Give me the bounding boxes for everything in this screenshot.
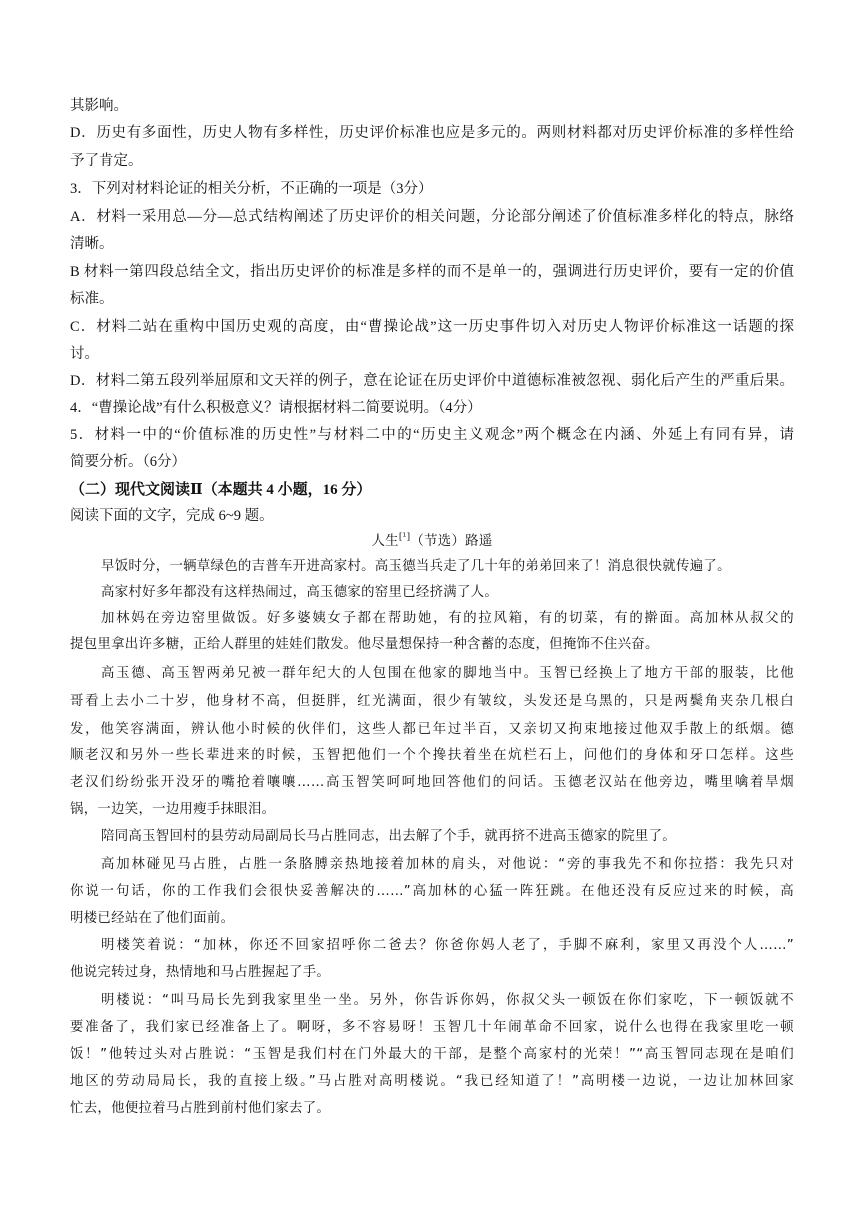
story-paragraph-line: 明楼说：“叫马局长先到我家里坐一坐。另外，你告诉你妈，你叔父头一顿饭在你们家吃，下一顿饭就不 [101, 993, 794, 1008]
story-paragraph-line: 高玉德、高玉智两弟兄被一群年纪大的人包围在他家的脚地当中。玉智已经换上了地方干部的服装，比他 [101, 666, 794, 681]
story-paragraph-line: 高家村好多年都没有这样热闹过，高玉德家的窑里已经挤满了人。 [101, 585, 499, 600]
story-paragraph-line: 加林妈在旁边窑里做饭。好多婆姨女子都在帮助她，有的拉风箱，有的切菜，有的擀面。高加林从叔父的 [101, 611, 794, 626]
story-paragraph-line: 高加林碰见马占胜，占胜一条胳膊亲热地接着加林的肩头，对他说：“旁的事我先不和你拉搭：我先只对 [101, 857, 794, 872]
story-title-text: 人生 [371, 534, 399, 549]
section-heading: （二）现代文阅读Ⅱ（本题共 4 小题，16 分） [70, 482, 372, 498]
story-title-author: （节选）路遥 [410, 534, 493, 549]
q5-stem-line-1: 5．材料一中的“价值标准的历史性”与材料二中的“历史主义观念”两个概念在内涵、外延上有同有异，请 [70, 427, 794, 443]
story-paragraph-line: 陪同高玉智回村的县劳动局副局长马占胜同志，出去解了个手，就再挤不进高玉德家的院里了。 [101, 829, 677, 844]
q3-option-b-line-1: B 材料一第四段总结全文，指出历史评价的标准是多样的而不是单一的，强调进行历史评价，要有一定的价值 [70, 264, 794, 280]
reading-instruction: 阅读下面的文字，完成 6~9 题。 [70, 508, 274, 524]
story-paragraph-line: 他说完转过身，热情地和马占胜握起了手。 [70, 965, 331, 980]
story-paragraph-line: 饭！”他转过头对占胜说：“玉智是我们村在门外最大的干部，是整个高家村的光荣！”“高玉智同志现在是咱们 [70, 1047, 794, 1062]
q2-option-d-line-2: 予了肯定。 [70, 153, 143, 169]
story-paragraph-line: 要准备了，我们家已经准备上了。啊呀，多不容易呀！玉智几十年闹革命不回家，说什么也得在我家里吃一顿 [70, 1020, 794, 1035]
q3-option-b-line-2: 标准。 [70, 291, 114, 307]
q5-stem-line-2: 简要分析。（6分） [70, 454, 186, 470]
q2-option-d-line-1: D．历史有多面性，历史人物有多样性，历史评价标准也应是多元的。两则材料都对历史评价标准的多样性给 [70, 125, 794, 141]
story-paragraph-line: 明楼笑着说：“加林，你还不回家招呼你二爸去？你爸你妈人老了，手脚不麻利，家里又再没个人……” [101, 938, 794, 953]
story-paragraph-line: 明楼已经站在了他们面前。 [70, 911, 235, 926]
story-paragraph-line: 早饭时分，一辆草绿色的吉普车开进高家村。高玉德当兵走了几十年的弟弟回来了！消息很快就传遍了。 [101, 559, 731, 574]
footnote-marker: [¹] [398, 532, 411, 543]
story-paragraph-line: 顺老汉和另外一些长辈进来的时候，玉智把他们一个个搀扶着坐在炕栏石上，问他们的身体和牙口怎样。这些 [70, 748, 794, 763]
q2-tail-line-1: 其影响。 [70, 98, 128, 114]
q3-option-a-line-1: A．材料一采用总—分—总式结构阐述了历史评价的相关问题，分论部分阐述了价值标准多样化的特点，脉络 [70, 209, 794, 225]
story-paragraph-line: 哥看上去小二十岁，他身材不高，但挺胖，红光满面，很少有皱纹，头发还是乌黑的，只是两鬓角夹杂几根白 [70, 694, 794, 709]
q3-option-a-line-2: 清晰。 [70, 236, 114, 252]
q3-option-c-line-2: 讨。 [70, 346, 99, 362]
q3-option-d: D．材料二第五段列举屈原和文天祥的例子，意在论证在历史评价中道德标准被忽视、弱化后产生的严重后果。 [70, 373, 794, 389]
story-paragraph-line: 你说一句话，你的工作我们会很快妥善解决的……”高加林的心猛一阵狂跳。在他还没有反应过来的时候，高 [70, 884, 794, 899]
story-paragraph-line: 提包里拿出许多糖，正给人群里的娃娃们散发。他尽量想保持一种含蓄的态度，但掩饰不住兴奋。 [70, 637, 659, 652]
story-title [70, 532, 794, 552]
story-paragraph-line: 地区的劳动局局长，我的直接上级。”马占胜对高明楼说。“我已经知道了！”高明楼一边说，一边让加林回家 [70, 1074, 794, 1089]
q3-option-c-line-1: C．材料二站在重构中国历史观的高度，由“曹操论战”这一历史事件切入对历史人物评价标准这一话题的探 [70, 319, 794, 335]
q4-stem: 4．“曹操论战”有什么积极意义？请根据材料二简要说明。（4分） [70, 400, 482, 416]
story-paragraph-line: 忙去，他便拉着马占胜到前村他们家去了。 [70, 1101, 331, 1116]
story-paragraph-line: 老汉们纷纷张开没牙的嘴抢着嚷嚷……高玉智笑呵呵地回答他们的问话。玉德老汉站在他旁边，嘴里噙着旱烟 [70, 775, 794, 790]
story-paragraph-line: 锅，一边笑，一边用瘦手抹眼泪。 [70, 802, 276, 817]
story-paragraph-line: 发，他笑容满面，辨认他小时候的伙伴们，这些人都已年过半百，又亲切又拘束地接过他双手散上的纸烟。德 [70, 722, 794, 737]
q3-stem: 3．下列对材料论证的相关分析，不正确的一项是（3分） [70, 181, 433, 197]
